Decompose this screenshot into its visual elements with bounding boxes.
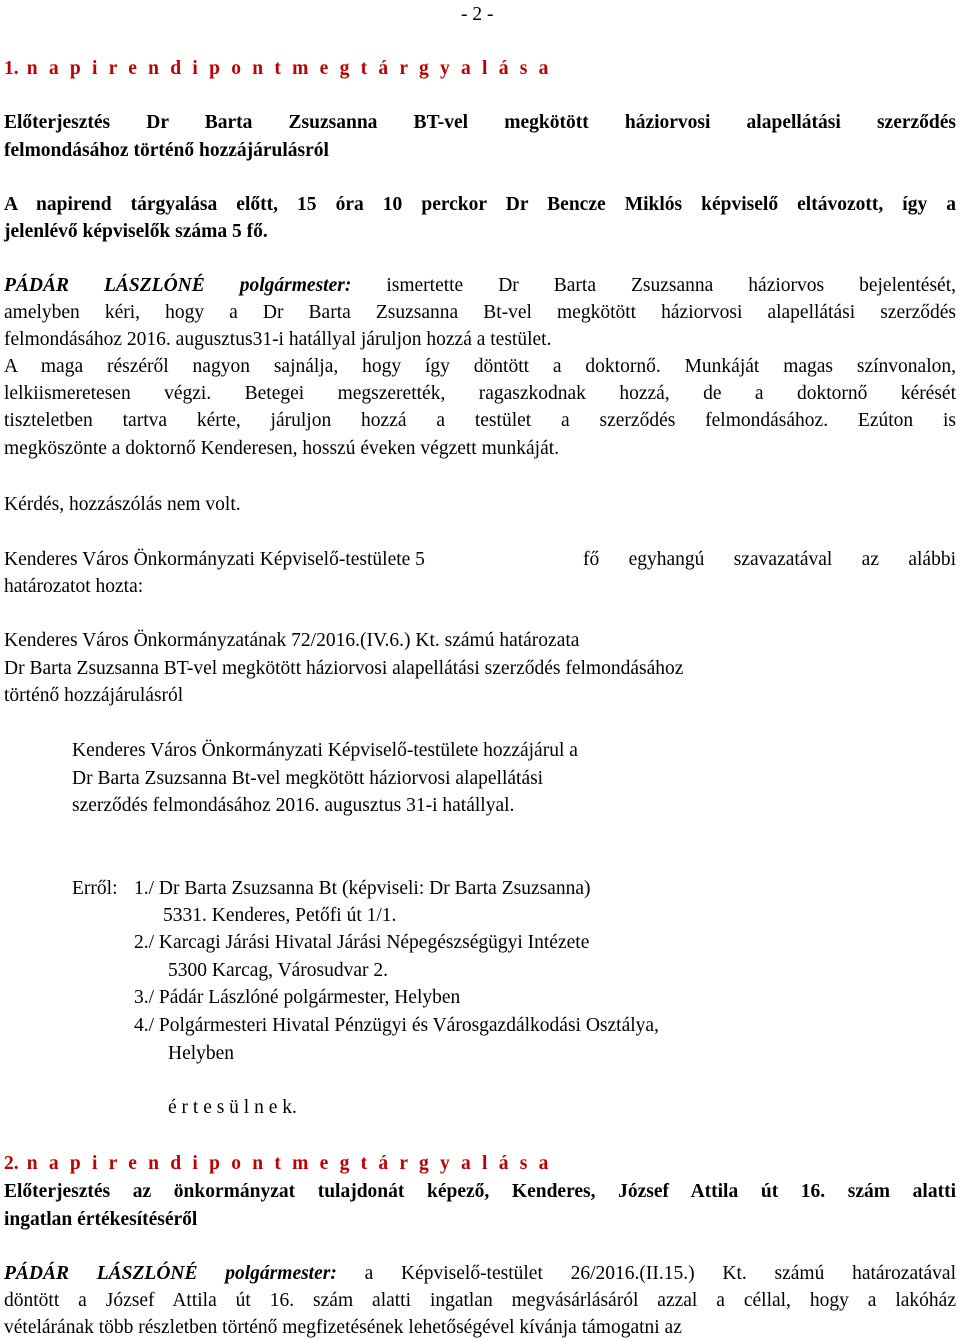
mayor-statement-line: amelyben kéri, hogy a Dr Barta Zsuzsanna Bt-vel megkötött háziorvosi alapellátási szerződés xyxy=(4,302,956,323)
mayor-statement-line: döntött a József Attila út 16. szám alatti ingatlan megvásárlásáról azzal a céllal, hogy a lakóház xyxy=(4,1290,956,1311)
agenda-item-1-heading xyxy=(4,59,552,79)
vote-line: határozatot hozta: xyxy=(4,576,144,597)
mayor-statement-line: felmondásához 2016. augusztus31-i hatállyal járuljon hozzá a testület. xyxy=(4,329,552,350)
agenda-item-2-heading xyxy=(4,1154,552,1174)
statement-text: a Képviselő-testület 26/2016.(II.15.) Kt. számú határozatával xyxy=(364,1263,957,1284)
page-number: - 2 - xyxy=(461,4,494,25)
mayor-statement-line: tiszteletben tartva kérte, járuljon hozzá a testület a szerződés felmondásához. Ezúton is xyxy=(4,410,956,431)
agenda-item-2-heading-text: n a p i r e n d i p o n t m e g t á r g y a l á s a xyxy=(26,1153,552,1174)
notify-closing: é r t e s ü l n e k. xyxy=(168,1097,297,1118)
mayor-statement-line: lelkiismeretesen végzi. Betegei megszerették, ragaszkodnak hozzá, de a doktornő kérését xyxy=(4,383,956,404)
mayor-statement-line: vételárának több részletben történő megfizetésének lehetőségével kívánja támogatni az xyxy=(4,1317,682,1338)
vote-line: fő egyhangú szavazatával az alábbi xyxy=(583,549,956,570)
notify-item-address: 5331. Kenderes, Petőfi út 1/1. xyxy=(163,905,397,926)
agenda-item-2-number: 2. xyxy=(4,1153,19,1174)
resolution-body-line: Dr Barta Zsuzsanna Bt-vel megkötött háziorvosi alapellátási xyxy=(72,768,544,789)
agenda-item-2-title-line: ingatlan értékesítéséről xyxy=(4,1209,198,1230)
resolution-body-line: szerződés felmondásához 2016. augusztus 31-i hatállyal. xyxy=(72,795,515,816)
notify-item-address: 5300 Karcag, Városudvar 2. xyxy=(168,960,389,981)
agenda-item-1-heading-text: n a p i r e n d i p o n t m e g t á r g y a l á s a xyxy=(26,58,552,79)
notify-item: 2./ Karcagi Járási Hivatal Járási Népegészségügyi Intézete xyxy=(134,932,590,953)
notify-item: 4./ Polgármesteri Hivatal Pénzügyi és Városgazdálkodási Osztálya, xyxy=(134,1015,659,1036)
agenda-item-1-title-line: felmondásához történő hozzájárulásról xyxy=(4,140,329,161)
agenda-item-2-title-line: Előterjesztés az önkormányzat tulajdonát képező, Kenderes, József Attila út 16. szám alatti xyxy=(4,1181,956,1202)
agenda-item-1-number: 1. xyxy=(4,58,19,79)
speaker-name: PÁDÁR LÁSZLÓNÉ polgármester: xyxy=(4,275,352,296)
resolution-number: Kenderes Város Önkormányzatának 72/2016.(IV.6.) Kt. számú határozata xyxy=(4,630,580,651)
mayor-statement-line xyxy=(4,1264,956,1284)
statement-text: ismertette Dr Barta Zsuzsanna háziorvos bejelentését, xyxy=(386,275,957,296)
resolution-body-line: Kenderes Város Önkormányzati Képviselő-testülete hozzájárul a xyxy=(72,740,578,761)
speaker-name: PÁDÁR LÁSZLÓNÉ polgármester: xyxy=(4,1263,337,1284)
departure-notice-line: A napirend tárgyalása előtt, 15 óra 10 perckor Dr Bencze Miklós képviselő eltávozott, így a xyxy=(4,194,956,215)
resolution-title-line: történő hozzájárulásról xyxy=(4,685,184,706)
questions-note: Kérdés, hozzászólás nem volt. xyxy=(4,494,241,515)
agenda-item-1-title-line: Előterjesztés Dr Barta Zsuzsanna BT-vel megkötött háziorvosi alapellátási szerződés xyxy=(4,112,956,133)
notify-item-address: Helyben xyxy=(168,1043,235,1064)
mayor-statement-line: A maga részéről nagyon sajnálja, hogy így döntött a doktornő. Munkáját magas színvonalon, xyxy=(4,356,956,377)
mayor-statement-line: megköszönte a doktornő Kenderesen, hosszú éveken végzett munkáját. xyxy=(4,438,560,459)
resolution-title-line: Dr Barta Zsuzsanna BT-vel megkötött háziorvosi alapellátási szerződés felmondásához xyxy=(4,658,684,679)
mayor-statement-line xyxy=(4,276,956,296)
departure-notice-line: jelenlévő képviselők száma 5 fő. xyxy=(4,221,268,242)
vote-line: Kenderes Város Önkormányzati Képviselő-testülete 5 xyxy=(4,549,425,570)
notify-item: 1./ Dr Barta Zsuzsanna Bt (képviseli: Dr Barta Zsuzsanna) xyxy=(134,878,591,899)
notify-item: 3./ Pádár Lászlóné polgármester, Helyben xyxy=(134,987,461,1008)
notify-label: Erről: xyxy=(72,878,118,899)
